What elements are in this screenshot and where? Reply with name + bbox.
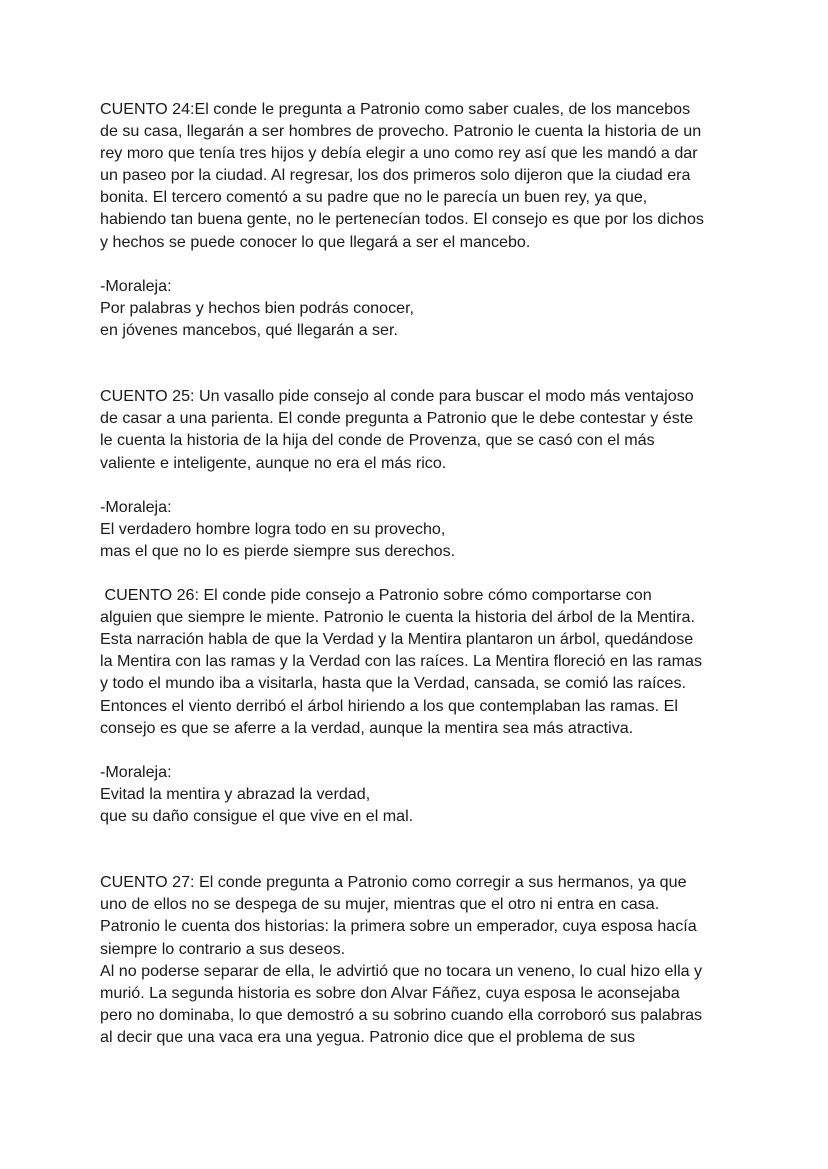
cuento-24-moraleja <box>100 275 740 341</box>
blank-line <box>100 253 740 275</box>
text-line: pero no dominaba, lo que demostró a su sobrino cuando ella corroboró sus palabras <box>100 1005 703 1024</box>
text-line: habiendo tan buena gente, no le pertenecían todos. El consejo es que por los dichos <box>100 210 704 229</box>
text-line: y hechos se puede conocer lo que llegará a ser el mancebo. <box>100 232 531 251</box>
text-line: CUENTO 24:El conde le pregunta a Patronio como saber cuales, de los mancebos <box>100 100 691 118</box>
moraleja-label: -Moraleja: <box>100 762 172 781</box>
text-line: Entonces el viento derribó el árbol hiriendo a los que contemplaban las ramas. El <box>100 696 678 715</box>
text-line: rey moro que tenía tres hijos y debía elegir a uno como rey así que les mandó a dar <box>100 144 698 163</box>
moraleja-line: en jóvenes mancebos, qué llegarán a ser. <box>100 320 398 339</box>
text-line: CUENTO 27: El conde pregunta a Patronio como corregir a sus hermanos, ya que <box>100 873 687 892</box>
text-line: un paseo por la ciudad. Al regresar, los dos primeros solo dijeron que la ciudad era <box>100 166 691 185</box>
document-body <box>100 98 740 1048</box>
text-line: Patronio le cuenta dos historias: la primera sobre un emperador, cuya esposa hacía <box>100 917 697 936</box>
blank-line <box>100 474 740 496</box>
text-line: al decir que una vaca era una yegua. Patronio dice que el problema de sus <box>100 1027 636 1046</box>
text-line: CUENTO 25: Un vasallo pide consejo al conde para buscar el modo más ventajoso <box>100 387 694 406</box>
cuento-25-paragraph <box>100 385 740 473</box>
text-line: la Mentira con las ramas y la Verdad con las raíces. La Mentira floreció en las ramas <box>100 652 702 671</box>
text-line: siempre lo contrario a sus deseos. <box>100 939 346 958</box>
moraleja-label: -Moraleja: <box>100 497 172 516</box>
moraleja-line: mas el que no lo es pierde siempre sus derechos. <box>100 541 456 560</box>
moraleja-line: que su daño consigue el que vive en el mal. <box>100 807 414 825</box>
cuento-25-moraleja <box>100 496 740 562</box>
moraleja-label: -Moraleja: <box>100 276 172 295</box>
blank-line <box>100 562 740 584</box>
text-line: Al no poderse separar de ella, le advirtió que no tocara un veneno, lo cual hizo ella y <box>100 961 703 980</box>
text-line: consejo es que se aferre a la verdad, aunque la mentira sea más atractiva. <box>100 718 634 737</box>
cuento-24-paragraph <box>100 98 740 253</box>
blank-line <box>100 849 740 871</box>
cuento-26-moraleja <box>100 761 740 827</box>
text-line: y todo el mundo iba a visitarla, hasta que la Verdad, cansada, se comió las raíces. <box>100 674 686 693</box>
text-line: alguien que siempre le miente. Patronio le cuenta la historia del árbol de la Mentira. <box>100 608 695 627</box>
blank-line <box>100 363 740 385</box>
text-line: bonita. El tercero comentó a su padre que no le parecía un buen rey, ya que, <box>100 188 648 207</box>
text-line: de su casa, llegarán a ser hombres de provecho. Patronio le cuenta la historia de un <box>100 122 702 141</box>
text-line: uno de ellos no se despega de su mujer, mientras que el otro ni entra en casa. <box>100 895 660 914</box>
text-line: valiente e inteligente, aunque no era el más rico. <box>100 453 447 472</box>
blank-line <box>100 739 740 761</box>
text-line: Esta narración habla de que la Verdad y la Mentira plantaron un árbol, quedándose <box>100 630 694 649</box>
blank-line <box>100 341 740 363</box>
text-line: CUENTO 26: El conde pide consejo a Patronio sobre cómo comportarse con <box>100 586 652 605</box>
text-line: le cuenta la historia de la hija del conde de Provenza, que se casó con el más <box>100 431 655 450</box>
moraleja-line: El verdadero hombre logra todo en su provecho, <box>100 519 446 538</box>
moraleja-line: Por palabras y hechos bien podrás conocer, <box>100 298 415 317</box>
blank-line <box>100 827 740 849</box>
cuento-27-paragraph <box>100 871 740 1048</box>
cuento-26-paragraph <box>100 584 740 739</box>
text-line: de casar a una parienta. El conde pregunta a Patronio que le debe contestar y éste <box>100 409 694 428</box>
text-line: murió. La segunda historia es sobre don Alvar Fáñez, cuya esposa le aconsejaba <box>100 983 680 1002</box>
moraleja-line: Evitad la mentira y abrazad la verdad, <box>100 784 371 803</box>
